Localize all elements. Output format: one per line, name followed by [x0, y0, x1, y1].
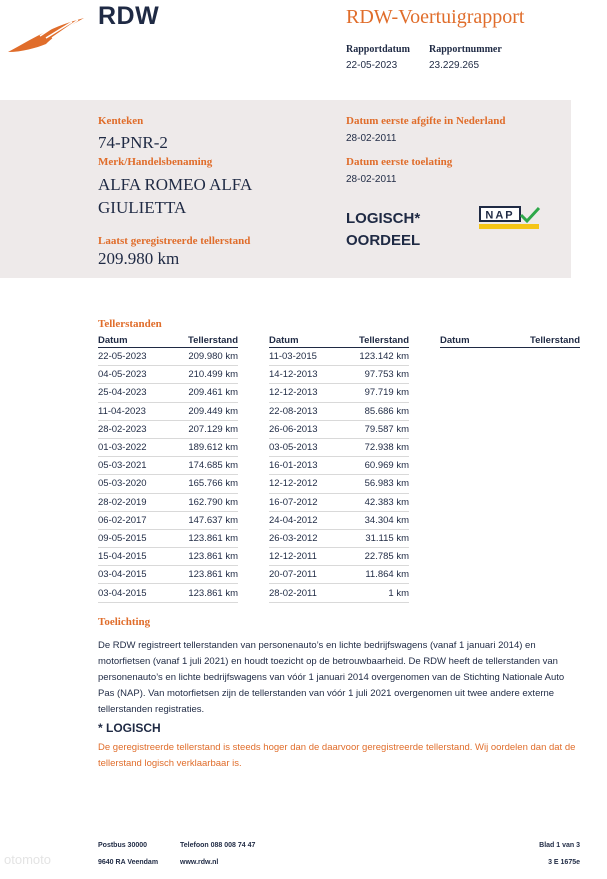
readings-column-1: [98, 335, 238, 603]
reading-date: 28-02-2019: [98, 496, 147, 508]
readings-title: Tellerstanden: [98, 318, 162, 330]
table-row: [269, 548, 409, 566]
readings-header: [440, 335, 580, 348]
reading-date: 26-06-2013: [269, 423, 318, 435]
table-row: [269, 584, 409, 602]
reading-km: 1 km: [388, 587, 409, 599]
reading-date: 22-08-2013: [269, 405, 318, 417]
table-row: [269, 403, 409, 421]
make-line-1: ALFA ROMEO ALFA: [98, 175, 253, 194]
reading-date: 06-02-2017: [98, 514, 147, 526]
reading-km: 72.938 km: [364, 442, 409, 454]
reading-km: 123.861 km: [188, 551, 238, 563]
reading-km: 123.861 km: [188, 587, 238, 599]
reading-date: 01-03-2022: [98, 442, 147, 454]
reading-km: 189.612 km: [188, 442, 238, 454]
table-row: [98, 530, 238, 548]
table-row: [98, 439, 238, 457]
footer-postbus: Postbus 30000: [98, 842, 148, 849]
reading-date: 16-01-2013: [269, 460, 318, 472]
table-row: [98, 494, 238, 512]
date-header: Datum: [269, 335, 299, 346]
reading-date: 24-04-2012: [269, 514, 318, 526]
table-row: [269, 494, 409, 512]
reading-date: 05-03-2021: [98, 460, 147, 472]
verdict-line-2: OORDEEL: [346, 232, 421, 249]
plate-value: 74-PNR-2: [98, 133, 168, 152]
table-row: [269, 475, 409, 493]
reading-km: 207.129 km: [188, 423, 238, 435]
report-number-label: Rapportnummer: [429, 44, 502, 55]
reading-date: 22-05-2023: [98, 351, 147, 363]
report-title: RDW-Voertuigrapport: [346, 6, 525, 28]
reading-km: 165.766 km: [188, 478, 238, 490]
first-admission-value: 28-02-2011: [346, 174, 397, 185]
table-row: [98, 384, 238, 402]
table-row: [98, 512, 238, 530]
footer-phone: Telefoon 088 008 74 47: [180, 842, 256, 849]
reading-km: 60.969 km: [364, 460, 409, 472]
logisch-title: * LOGISCH: [98, 721, 161, 735]
reading-date: 26-03-2012: [269, 532, 318, 544]
first-admission-label: Datum eerste toelating: [346, 156, 453, 168]
table-row: [98, 421, 238, 439]
table-row: [269, 366, 409, 384]
reading-km: 79.587 km: [364, 423, 409, 435]
reading-date: 12-12-2011: [269, 551, 317, 563]
reading-date: 12-12-2012: [269, 478, 318, 490]
reading-date: 14-12-2013: [269, 369, 318, 381]
reading-date: 11-03-2015: [269, 351, 317, 363]
table-row: [98, 457, 238, 475]
reading-date: 03-04-2015: [98, 569, 147, 581]
plate-label: Kenteken: [98, 115, 144, 127]
table-row: [98, 348, 238, 366]
reading-km: 147.637 km: [188, 514, 238, 526]
nap-badge-icon: [479, 206, 541, 230]
reading-date: 28-02-2023: [98, 423, 147, 435]
reading-date: 15-04-2015: [98, 551, 147, 563]
footer-page: Blad 1 van 3: [539, 842, 580, 849]
readings-header: [98, 335, 238, 348]
report-number: 23.229.265: [429, 60, 480, 71]
reading-date: 12-12-2013: [269, 387, 318, 399]
table-row: [98, 584, 238, 602]
rdw-logo-icon: [6, 14, 86, 56]
reading-km: 123.861 km: [188, 569, 238, 581]
verdict: [346, 208, 466, 252]
reading-km: 162.790 km: [188, 496, 238, 508]
table-row: [98, 403, 238, 421]
readings-column-3: [440, 335, 580, 348]
reading-date: 25-04-2023: [98, 387, 147, 399]
table-row: [98, 566, 238, 584]
reading-km: 209.980 km: [188, 351, 238, 363]
explanation-text: De RDW registreert tellerstanden van personenauto’s en lichte bedrijfswagens (vanaf 1 januari 2014) en motorfietsen (vanaf 1 juli 2021) en houdt toezicht op de betrouwbaarheid. De RDW heeft de tellerstanden van personenauto’s en lichte bedrijfswagens van vóór 1 januari 2014 overgenomen van de Stichting Nationale Auto Pas (NAP). Van motorfietsen zijn de tellerstanden van vóór 1 juli 2021 overgenomen uit twee andere externe tellerstanden registraties.: [98, 640, 565, 715]
date-header: Datum: [440, 335, 470, 346]
table-row: [269, 457, 409, 475]
report-number-block: [429, 44, 502, 71]
watermark: otomoto: [4, 852, 51, 867]
footer-code: 3 E 1675e: [548, 859, 580, 866]
table-row: [98, 475, 238, 493]
reading-km: 56.983 km: [364, 478, 409, 490]
reading-km: 85.686 km: [364, 405, 409, 417]
report-date-label: Rapportdatum: [346, 44, 410, 55]
reading-km: 31.115 km: [365, 532, 409, 544]
footer-web: www.rdw.nl: [180, 859, 219, 866]
reading-km: 210.499 km: [188, 369, 238, 381]
km-header: Tellerstand: [530, 335, 580, 346]
logisch-text: De geregistreerde tellerstand is steeds hoger dan de daarvoor geregistreerde tellerstand. Wij oordelen dan dat de tellerstand logisch verklaarbaar is.: [98, 742, 576, 769]
first-nl-value: 28-02-2011: [346, 133, 397, 144]
reading-date: 03-04-2015: [98, 587, 147, 599]
table-row: [269, 421, 409, 439]
readings-header: [269, 335, 409, 348]
reading-date: 28-02-2011: [269, 587, 317, 599]
reading-km: 174.685 km: [188, 460, 238, 472]
reading-km: 34.304 km: [364, 514, 409, 526]
reading-km: 97.719 km: [364, 387, 409, 399]
reading-date: 11-04-2023: [98, 405, 146, 417]
verdict-line-1: LOGISCH*: [346, 210, 421, 227]
make-line-2: GIULIETTA: [98, 198, 187, 217]
reading-date: 20-07-2011: [269, 569, 317, 581]
brand-name: RDW: [98, 2, 160, 30]
table-row: [98, 548, 238, 566]
reading-km: 123.861 km: [188, 532, 238, 544]
table-row: [269, 348, 409, 366]
reading-date: 03-05-2013: [269, 442, 318, 454]
reading-km: 97.753 km: [364, 369, 409, 381]
reading-date: 05-03-2020: [98, 478, 147, 490]
explanation-title: Toelichting: [98, 616, 151, 628]
nap-text: NAP: [485, 209, 515, 222]
table-row: [269, 439, 409, 457]
reading-km: 209.461 km: [188, 387, 238, 399]
reading-km: 209.449 km: [188, 405, 238, 417]
table-row: [269, 512, 409, 530]
make-label: Merk/Handelsbenaming: [98, 156, 213, 168]
report-date-block: [346, 44, 410, 71]
table-row: [269, 566, 409, 584]
reading-km: 11.864 km: [365, 569, 409, 581]
odometer-label: Laatst geregistreerde tellerstand: [98, 235, 251, 247]
table-row: [269, 530, 409, 548]
date-header: Datum: [98, 335, 128, 346]
first-nl-label: Datum eerste afgifte in Nederland: [346, 115, 506, 127]
reading-date: 09-05-2015: [98, 532, 147, 544]
footer-postcode: 9640 RA Veendam: [98, 859, 159, 866]
odometer-value: 209.980 km: [98, 249, 180, 268]
reading-date: 16-07-2012: [269, 496, 318, 508]
reading-km: 123.142 km: [359, 351, 409, 363]
readings-column-2: [269, 335, 409, 603]
reading-km: 42.383 km: [364, 496, 409, 508]
reading-date: 04-05-2023: [98, 369, 147, 381]
table-row: [98, 366, 238, 384]
km-header: Tellerstand: [188, 335, 238, 346]
reading-km: 22.785 km: [364, 551, 409, 563]
km-header: Tellerstand: [359, 335, 409, 346]
table-row: [269, 384, 409, 402]
report-date: 22-05-2023: [346, 60, 398, 71]
